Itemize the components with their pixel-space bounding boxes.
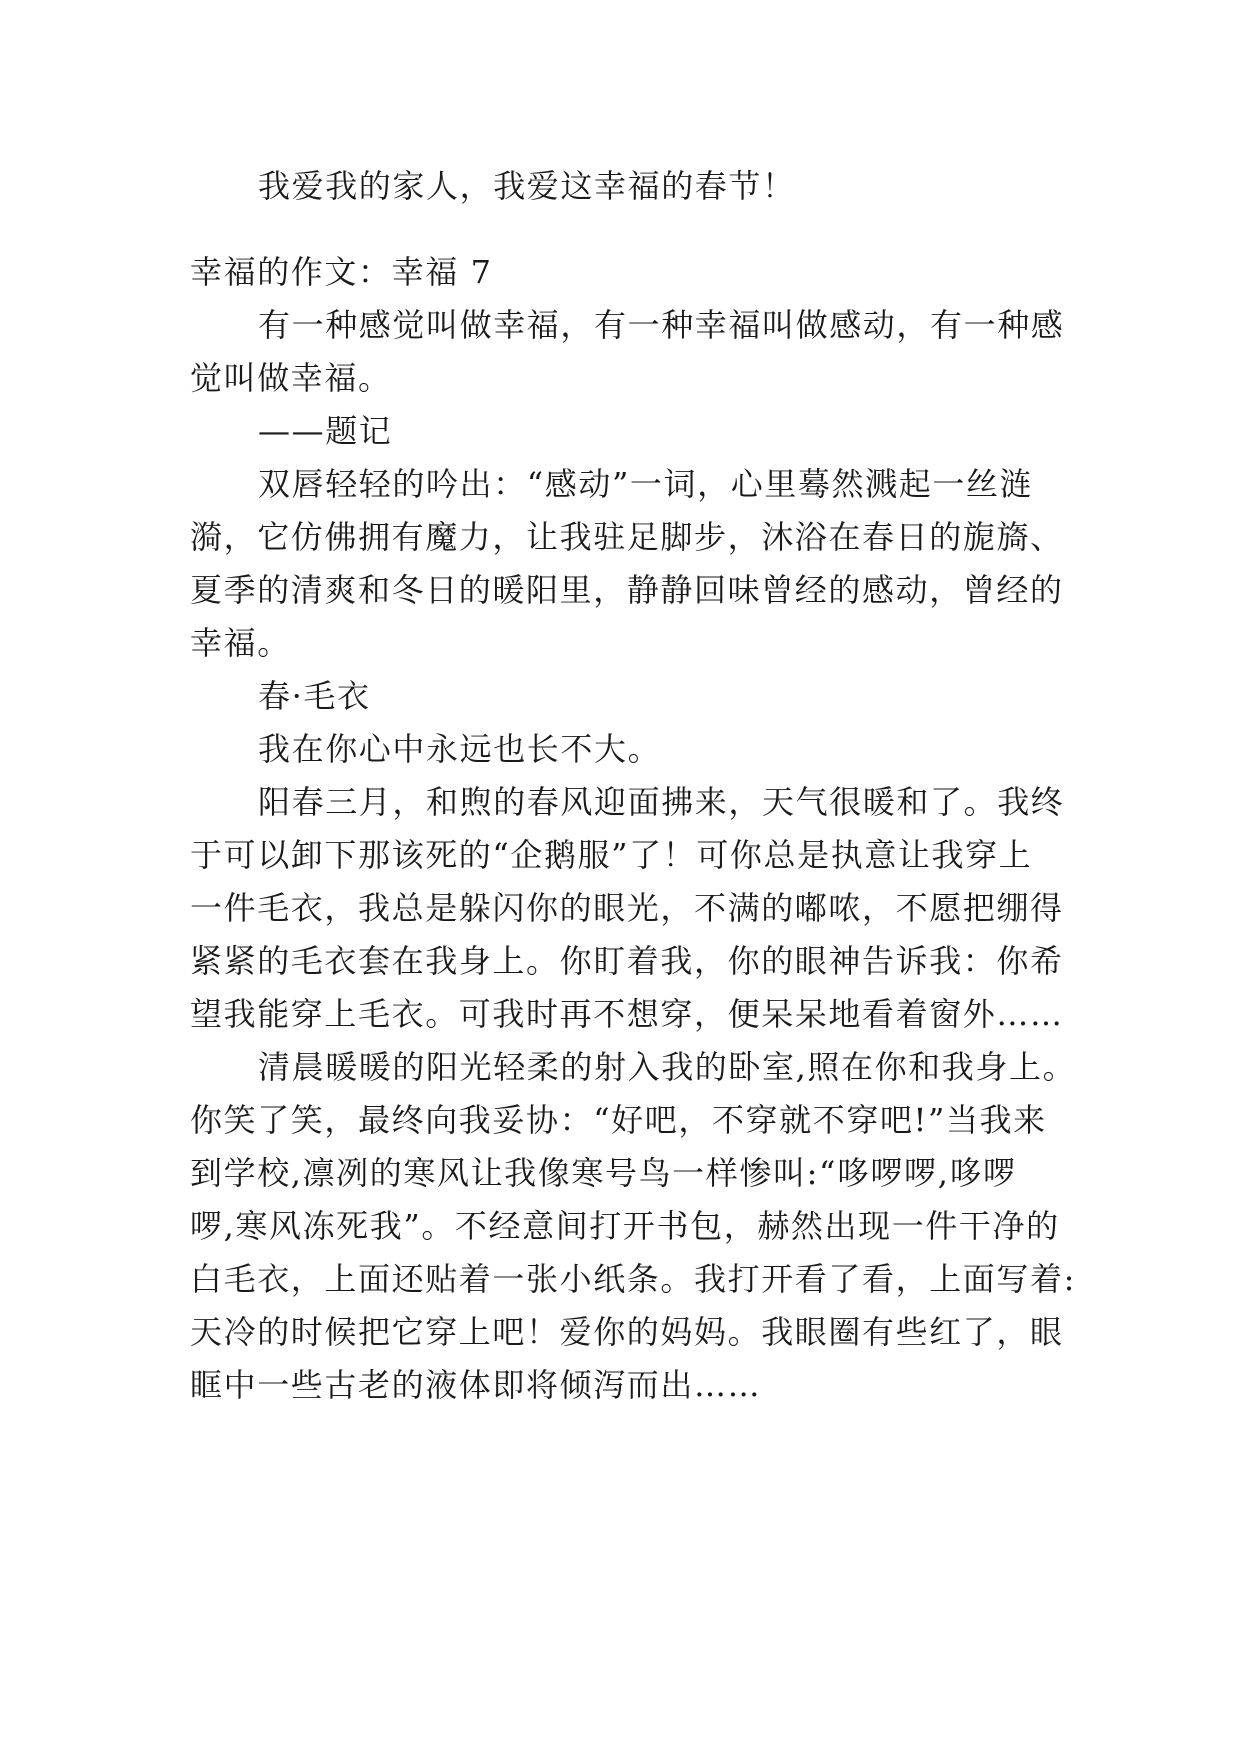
paragraph-line: 一件毛衣，我总是躲闪你的眼光，不满的嘟哝，不愿把绷得 (190, 889, 1064, 927)
paragraph-line: 白毛衣，上面还贴着一张小纸条。我打开看了看，上面写着: (190, 1260, 1076, 1298)
epigraph-line-2: 觉叫做幸福。 (190, 359, 392, 397)
paragraph-line: 双唇轻轻的吟出：“感动”一词，心里蓦然溅起一丝涟 (258, 465, 1034, 503)
paragraph-line: 到学校,凛冽的寒风让我像寒号鸟一样惨叫:“哆啰啰,哆啰 (190, 1154, 1017, 1192)
closing-line: 我爱我的家人，我爱这幸福的春节！ (258, 167, 796, 205)
paragraph-line: 于可以卸下那该死的“企鹅服”了！可你总是执意让我穿上 (190, 836, 1033, 874)
paragraph-line: 紧紧的毛衣套在我身上。你盯着我，你的眼神告诉我：你希 (190, 942, 1064, 980)
paragraph-line: 天冷的时候把它穿上吧！爱你的妈妈。我眼圈有些红了，眼 (190, 1313, 1064, 1351)
paragraph-line: 漪，它仿佛拥有魔力，让我驻足脚步，沐浴在春日的旎旖、 (190, 518, 1064, 556)
paragraph-line: 你笑了笑，最终向我妥协：“好吧，不穿就不穿吧!”当我来 (190, 1101, 1047, 1139)
paragraph-line: 阳春三月，和煦的春风迎面拂来，天气很暖和了。我终 (258, 783, 1065, 821)
paragraph-line: 幸福。 (190, 624, 291, 662)
paragraph-line: 夏季的清爽和冬日的暖阳里，静静回味曾经的感动，曾经的 (190, 571, 1064, 609)
paragraph-line: 我在你心中永远也长不大。 (258, 730, 662, 768)
epigraph-line-1: 有一种感觉叫做幸福，有一种幸福叫做感动，有一种感 (258, 306, 1065, 344)
paragraph-line: 眶中一些古老的液体即将倾泻而出…… (190, 1366, 762, 1404)
essay-title: 幸福的作文：幸福 7 (190, 253, 493, 291)
paragraph-line: 啰,寒风冻死我”。不经意间打开书包，赫然出现一件干净的 (190, 1207, 1060, 1245)
paragraph-line: 清晨暖暖的阳光轻柔的射入我的卧室,照在你和我身上。 (258, 1048, 1077, 1086)
section-heading: 春·毛衣 (258, 677, 371, 715)
epigraph-attribution: ——题记 (258, 412, 393, 450)
paragraph-line: 望我能穿上毛衣。可我时再不想穿，便呆呆地看着窗外…… (190, 995, 1064, 1033)
